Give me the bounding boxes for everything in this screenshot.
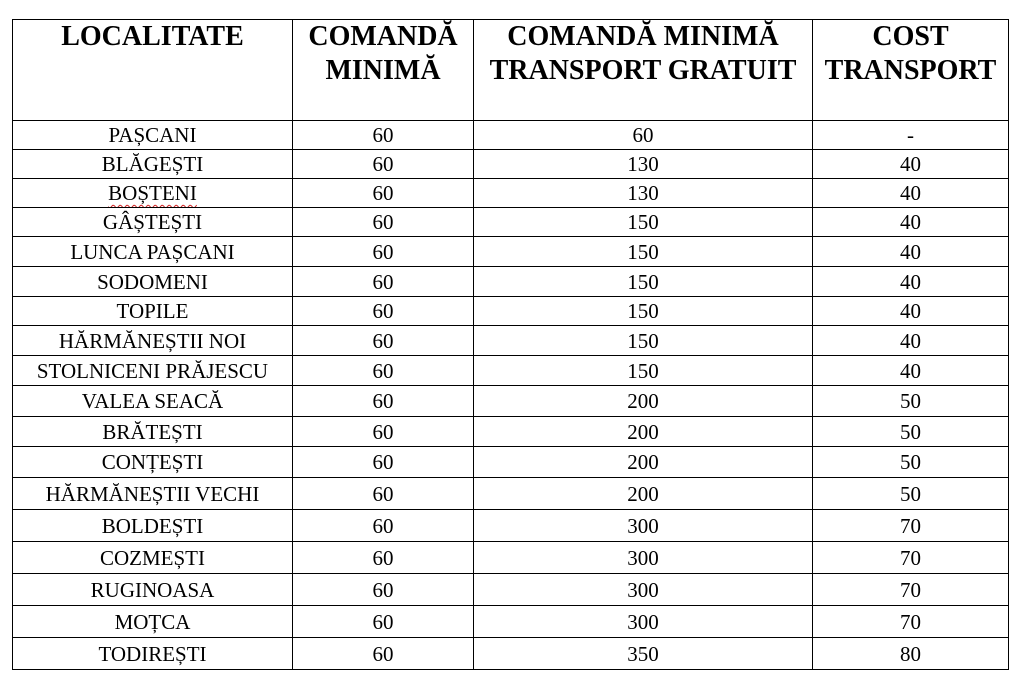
minimum-order-cell: 60 [293, 417, 474, 447]
free-transport-cell: 200 [474, 478, 813, 510]
table-row [13, 638, 1009, 670]
locality-cell: PAȘCANI [13, 121, 293, 150]
free-transport-cell: 150 [474, 297, 813, 326]
locality-cell: HĂRMĂNEȘTII VECHI [13, 478, 293, 510]
table-row [13, 417, 1009, 447]
table-row [13, 542, 1009, 574]
header-free-transport-minimum: COMANDĂ MINIMĂ TRANSPORT GRATUIT [474, 20, 813, 121]
free-transport-cell: 60 [474, 121, 813, 150]
locality-cell: COZMEȘTI [13, 542, 293, 574]
locality-cell: BRĂTEȘTI [13, 417, 293, 447]
transport-cost-cell: 40 [813, 208, 1009, 237]
locality-cell: SODOMENI [13, 267, 293, 297]
transport-cost-cell: 70 [813, 542, 1009, 574]
locality-cell: RUGINOASA [13, 574, 293, 606]
transport-cost-cell: - [813, 121, 1009, 150]
locality-cell: BOLDEȘTI [13, 510, 293, 542]
free-transport-cell: 150 [474, 326, 813, 356]
transport-cost-cell: 40 [813, 297, 1009, 326]
transport-cost-cell: 50 [813, 447, 1009, 478]
transport-cost-cell: 50 [813, 386, 1009, 417]
free-transport-cell: 150 [474, 237, 813, 267]
minimum-order-cell: 60 [293, 208, 474, 237]
transport-cost-cell: 40 [813, 267, 1009, 297]
locality-cell: TOPILE [13, 297, 293, 326]
spellcheck-underline: BOȘTENI [108, 181, 197, 205]
transport-cost-cell: 70 [813, 606, 1009, 638]
transport-cost-cell: 70 [813, 510, 1009, 542]
locality-cell: TODIREȘTI [13, 638, 293, 670]
table-row [13, 208, 1009, 237]
free-transport-cell: 300 [474, 510, 813, 542]
free-transport-cell: 200 [474, 386, 813, 417]
table-row [13, 297, 1009, 326]
header-locality: LOCALITATE [13, 20, 293, 121]
free-transport-cell: 350 [474, 638, 813, 670]
header-transport-cost: COST TRANSPORT [813, 20, 1009, 121]
table-row [13, 121, 1009, 150]
locality-cell: MOȚCA [13, 606, 293, 638]
transport-cost-cell: 50 [813, 478, 1009, 510]
free-transport-cell: 130 [474, 150, 813, 179]
minimum-order-cell: 60 [293, 179, 474, 208]
table-row [13, 574, 1009, 606]
minimum-order-cell: 60 [293, 447, 474, 478]
minimum-order-cell: 60 [293, 478, 474, 510]
locality-cell: STOLNICENI PRĂJESCU [13, 356, 293, 386]
locality-cell: GÂȘTEȘTI [13, 208, 293, 237]
minimum-order-cell: 60 [293, 121, 474, 150]
transport-cost-cell: 50 [813, 417, 1009, 447]
table-row [13, 386, 1009, 417]
table-row [13, 267, 1009, 297]
free-transport-cell: 130 [474, 179, 813, 208]
free-transport-cell: 300 [474, 606, 813, 638]
transport-cost-cell: 40 [813, 179, 1009, 208]
free-transport-cell: 150 [474, 356, 813, 386]
free-transport-cell: 200 [474, 447, 813, 478]
transport-cost-cell: 40 [813, 326, 1009, 356]
transport-cost-cell: 40 [813, 150, 1009, 179]
free-transport-cell: 150 [474, 267, 813, 297]
table-row [13, 606, 1009, 638]
locality-cell: VALEA SEACĂ [13, 386, 293, 417]
free-transport-cell: 150 [474, 208, 813, 237]
transport-cost-cell: 40 [813, 237, 1009, 267]
locality-cell: HĂRMĂNEȘTII NOI [13, 326, 293, 356]
minimum-order-cell: 60 [293, 356, 474, 386]
minimum-order-cell: 60 [293, 574, 474, 606]
locality-cell: BLĂGEȘTI [13, 150, 293, 179]
minimum-order-cell: 60 [293, 326, 474, 356]
free-transport-cell: 200 [474, 417, 813, 447]
locality-cell: LUNCA PAȘCANI [13, 237, 293, 267]
header-row [13, 20, 1009, 121]
minimum-order-cell: 60 [293, 510, 474, 542]
minimum-order-cell: 60 [293, 237, 474, 267]
locality-cell [13, 179, 293, 208]
delivery-cost-table [12, 19, 1009, 670]
minimum-order-cell: 60 [293, 386, 474, 417]
table-row [13, 447, 1009, 478]
header-minimum-order: COMANDĂ MINIMĂ [293, 20, 474, 121]
transport-cost-cell: 40 [813, 356, 1009, 386]
transport-cost-cell: 70 [813, 574, 1009, 606]
table-row [13, 150, 1009, 179]
table-row [13, 179, 1009, 208]
minimum-order-cell: 60 [293, 606, 474, 638]
table-row [13, 356, 1009, 386]
minimum-order-cell: 60 [293, 297, 474, 326]
free-transport-cell: 300 [474, 574, 813, 606]
table-row [13, 510, 1009, 542]
locality-cell: CONȚEȘTI [13, 447, 293, 478]
free-transport-cell: 300 [474, 542, 813, 574]
minimum-order-cell: 60 [293, 542, 474, 574]
minimum-order-cell: 60 [293, 150, 474, 179]
minimum-order-cell: 60 [293, 638, 474, 670]
table-row [13, 478, 1009, 510]
transport-cost-cell: 80 [813, 638, 1009, 670]
table-row [13, 326, 1009, 356]
minimum-order-cell: 60 [293, 267, 474, 297]
table-row [13, 237, 1009, 267]
